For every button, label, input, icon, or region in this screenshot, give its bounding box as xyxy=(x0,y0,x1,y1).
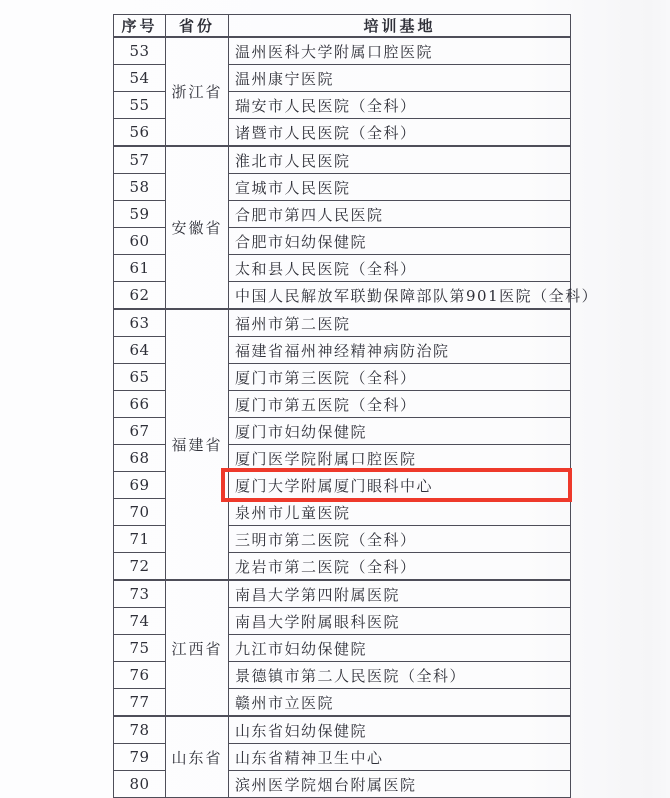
training-base-cell: 泉州市儿童医院 xyxy=(229,499,571,526)
training-base-cell: 南昌大学第四附属医院 xyxy=(229,580,571,608)
training-base-cell: 景德镇市第二人民医院（全科） xyxy=(229,662,571,689)
row-number-cell: 65 xyxy=(114,364,166,391)
training-base-cell: 龙岩市第二医院（全科） xyxy=(229,553,571,581)
training-base-cell: 温州康宁医院 xyxy=(229,65,571,92)
training-base-cell: 中国人民解放军联勤保障部队第901医院（全科） xyxy=(229,282,571,310)
row-number-cell: 80 xyxy=(114,771,166,798)
row-number-cell: 53 xyxy=(114,37,166,65)
row-number-cell: 67 xyxy=(114,418,166,445)
training-base-cell: 福州市第二医院 xyxy=(229,309,571,337)
table-header xyxy=(114,15,571,38)
training-base-cell: 厦门医学院附属口腔医院 xyxy=(229,445,571,472)
row-number-cell: 76 xyxy=(114,662,166,689)
table-row xyxy=(114,580,571,608)
table-body xyxy=(114,37,599,798)
training-base-cell: 温州医科大学附属口腔医院 xyxy=(229,37,571,65)
training-base-cell: 九江市妇幼保健院 xyxy=(229,635,571,662)
row-number-cell: 64 xyxy=(114,337,166,364)
training-base-cell: 诸暨市人民医院（全科） xyxy=(229,119,571,147)
row-number-cell: 79 xyxy=(114,744,166,771)
training-base-cell: 厦门大学附属厦门眼科中心 xyxy=(229,472,571,499)
row-number-cell: 58 xyxy=(114,174,166,201)
row-number-cell: 77 xyxy=(114,689,166,717)
province-cell: 安徽省 xyxy=(166,146,229,309)
training-base-cell: 厦门市第五医院（全科） xyxy=(229,391,571,418)
training-base-cell: 三明市第二医院（全科） xyxy=(229,526,571,553)
training-base-cell: 滨州医学院烟台附属医院 xyxy=(229,771,571,798)
training-base-cell: 合肥市第四人民医院 xyxy=(229,201,571,228)
header-serial-number: 序号 xyxy=(114,15,166,38)
row-number-cell: 61 xyxy=(114,255,166,282)
training-base-cell: 淮北市人民医院 xyxy=(229,146,571,174)
row-number-cell: 78 xyxy=(114,716,166,744)
table-row xyxy=(114,309,571,337)
training-base-cell: 山东省精神卫生中心 xyxy=(229,744,571,771)
row-number-cell: 70 xyxy=(114,499,166,526)
row-number-cell: 69 xyxy=(114,472,166,499)
training-base-cell: 瑞安市人民医院（全科） xyxy=(229,92,571,119)
province-cell: 福建省 xyxy=(166,309,229,580)
row-number-cell: 73 xyxy=(114,580,166,608)
training-base-cell: 合肥市妇幼保健院 xyxy=(229,228,571,255)
table-row xyxy=(114,37,571,65)
row-number-cell: 59 xyxy=(114,201,166,228)
training-base-cell: 宣城市人民医院 xyxy=(229,174,571,201)
row-number-cell: 62 xyxy=(114,282,166,310)
header-province: 省份 xyxy=(166,15,229,38)
row-number-cell: 56 xyxy=(114,119,166,147)
training-base-cell: 太和县人民医院（全科） xyxy=(229,255,571,282)
row-number-cell: 63 xyxy=(114,309,166,337)
table-row xyxy=(114,146,571,174)
province-cell: 浙江省 xyxy=(166,37,229,146)
table-row xyxy=(114,716,571,744)
highlight-box xyxy=(221,468,572,502)
row-number-cell: 57 xyxy=(114,146,166,174)
training-base-cell: 山东省妇幼保健院 xyxy=(229,716,571,744)
row-number-cell: 71 xyxy=(114,526,166,553)
training-base-cell: 赣州市立医院 xyxy=(229,689,571,717)
training-base-cell: 厦门市妇幼保健院 xyxy=(229,418,571,445)
header-row xyxy=(114,15,571,38)
training-base-cell: 南昌大学附属眼科医院 xyxy=(229,608,571,635)
row-number-cell: 60 xyxy=(114,228,166,255)
training-base-table xyxy=(113,14,599,798)
row-number-cell: 74 xyxy=(114,608,166,635)
training-base-cell: 厦门市第三医院（全科） xyxy=(229,364,571,391)
row-number-cell: 54 xyxy=(114,65,166,92)
row-number-cell: 68 xyxy=(114,445,166,472)
province-cell: 山东省 xyxy=(166,716,229,798)
row-number-cell: 66 xyxy=(114,391,166,418)
row-number-cell: 55 xyxy=(114,92,166,119)
training-base-cell: 福建省福州神经精神病防治院 xyxy=(229,337,571,364)
province-cell: 江西省 xyxy=(166,580,229,716)
header-training-base: 培训基地 xyxy=(229,15,571,38)
row-number-cell: 75 xyxy=(114,635,166,662)
row-number-cell: 72 xyxy=(114,553,166,581)
